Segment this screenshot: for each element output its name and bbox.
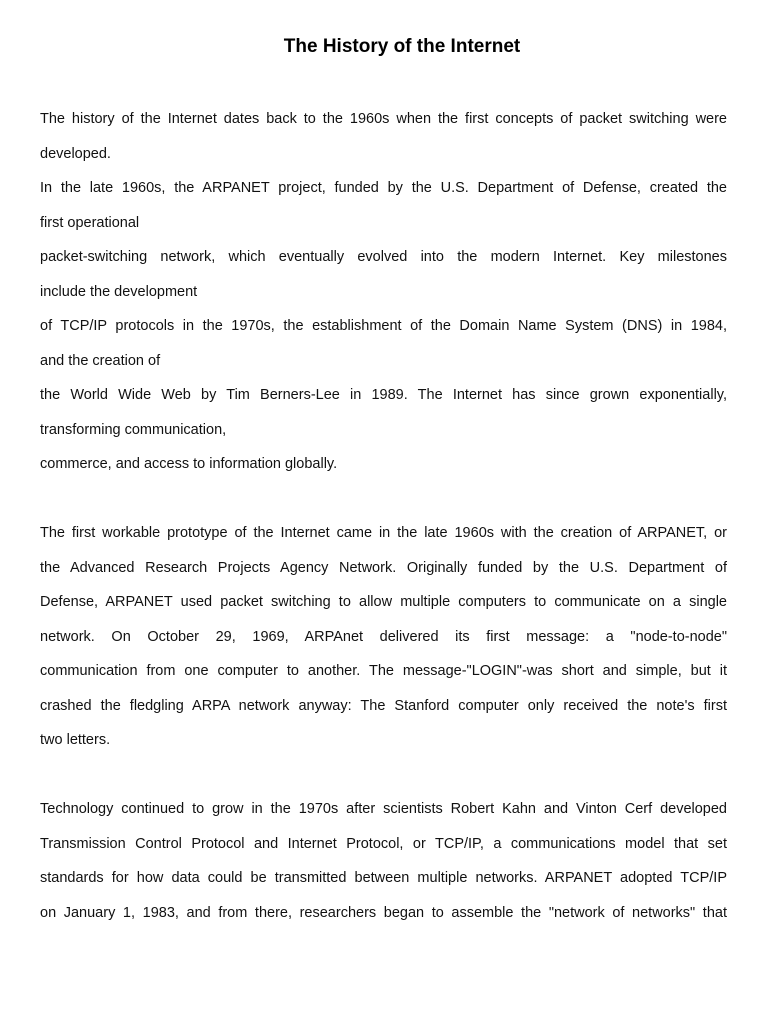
text-line: Defense, ARPANET used packet switching to allow multiple computers to communicate on a single: [40, 594, 727, 610]
text-line: crashed the fledgling ARPA network anyway: The Stanford computer only received the note's first: [40, 697, 727, 714]
text-line: the World Wide Web by Tim Berners-Lee in 1989. The Internet has since grown exponentially,: [40, 387, 727, 403]
text-line: transforming communication,: [40, 421, 227, 438]
text-line: first operational: [40, 214, 140, 231]
text-line: Transmission Control Protocol and Internet Protocol, or TCP/IP, a communications model that set: [40, 835, 727, 852]
paragraph-gap: [40, 758, 727, 793]
paragraph-gap: [40, 482, 727, 517]
text-line: The first workable prototype of the Internet came in the late 1960s with the creation of ARPANET, or: [40, 525, 727, 541]
text-line: commerce, and access to information globally.: [40, 456, 338, 472]
text-line: developed.: [40, 145, 111, 162]
text-line: the Advanced Research Projects Agency Network. Originally funded by the U.S. Department of: [40, 559, 727, 576]
text-line: In the late 1960s, the ARPANET project, funded by the U.S. Department of Defense, created the: [40, 180, 727, 196]
text-line: include the development: [40, 283, 198, 300]
text-line: standards for how data could be transmitted between multiple networks. ARPANET adopted TCP/IP: [40, 870, 727, 886]
text-line: two letters.: [40, 732, 111, 748]
text-line: The history of the Internet dates back to the 1960s when the first concepts of packet switching were: [40, 111, 727, 127]
text-line: packet-switching network, which eventually evolved into the modern Internet. Key milestones: [40, 249, 727, 265]
text-line: communication from one computer to another. The message-"LOGIN"-was short and simple, but it: [40, 663, 727, 679]
text-line: Technology continued to grow in the 1970s after scientists Robert Kahn and Vinton Cerf developed: [40, 801, 727, 817]
text-line: on January 1, 1983, and from there, researchers began to assemble the "network of networks" that: [40, 904, 727, 921]
text-line: network. On October 29, 1969, ARPAnet delivered its first message: a "node-to-node": [40, 628, 727, 645]
page-title: The History of the Internet: [283, 36, 521, 57]
text-line: and the creation of: [40, 352, 161, 369]
text-line: of TCP/IP protocols in the 1970s, the establishment of the Domain Name System (DNS) in 1984,: [40, 318, 727, 334]
document-body: [40, 102, 727, 930]
